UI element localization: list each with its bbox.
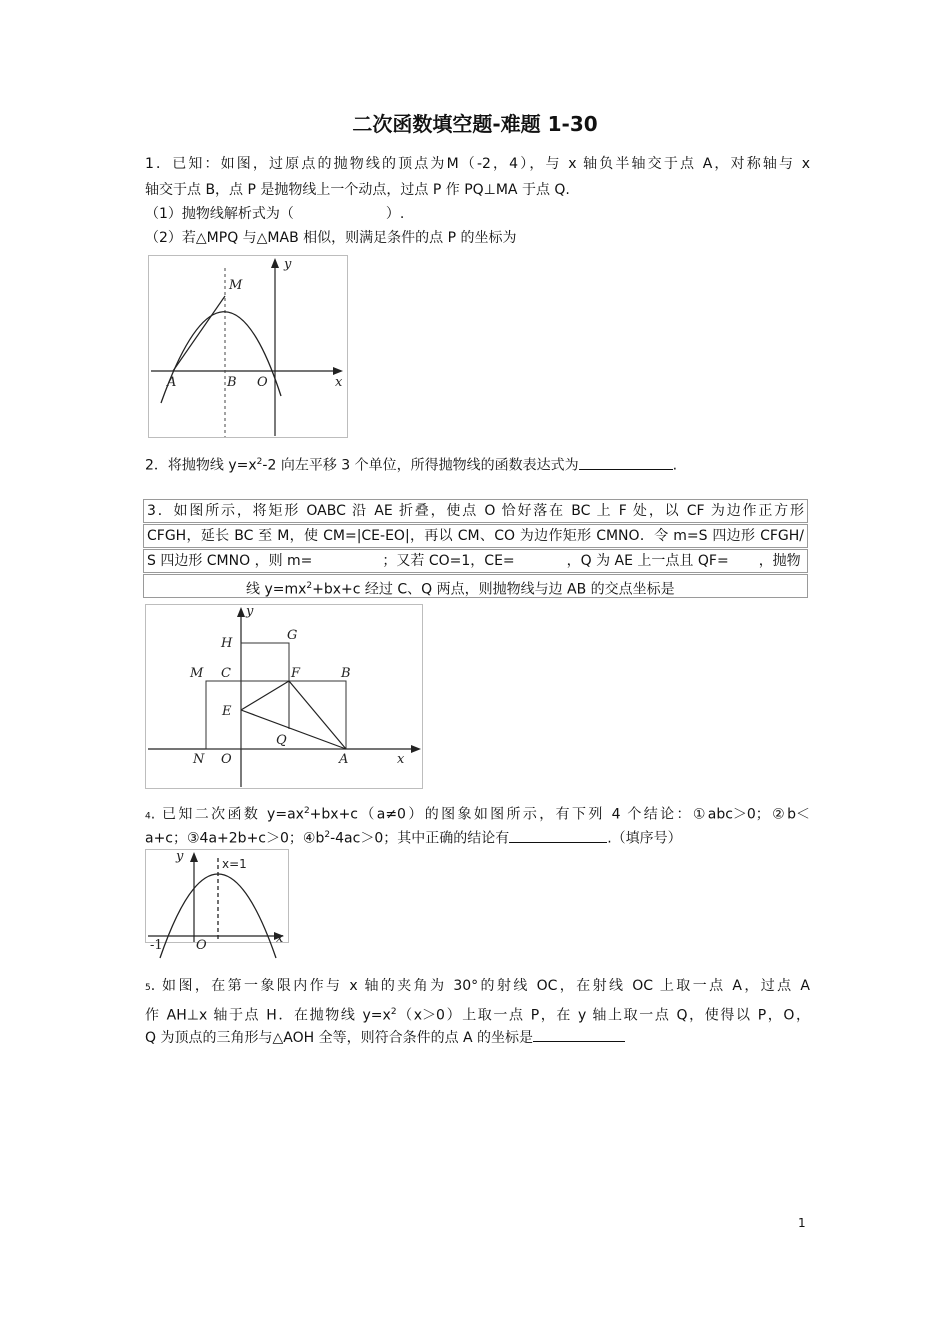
q1-part1 xyxy=(145,205,810,223)
q5-answer-blank xyxy=(533,1028,625,1042)
q4-line1-b: +bx+c（a≠0）的图象如图所示，有下列 4 个结论：①abc＞0；②b＜ xyxy=(309,806,810,823)
q4-line2-a: a+c；③4a+2b+c＞0；④b xyxy=(145,830,325,847)
q3-label-y: y xyxy=(246,604,254,619)
q5-line3 xyxy=(145,1028,810,1047)
q4-label-O: O xyxy=(196,938,207,953)
q3-rect-oabc xyxy=(241,681,346,749)
q3-row2: CFGH，延长 BC 至 M，使 CM=|CE-EO|，再以 CM、CO 为边作矩形 CMNO．令 m=S 四边形 CFGH/ xyxy=(143,524,808,548)
q1-label-B: B xyxy=(227,375,237,390)
q1-label-A: A xyxy=(167,375,177,390)
q1-line2: 轴交于点 B，点 P 是抛物线上一个动点，过点 P 作 PQ⊥MA 于点 Q. xyxy=(145,182,570,198)
q4-label-x: x xyxy=(276,931,284,946)
q3-row4-a: 线 y=mx xyxy=(246,581,307,598)
q2-answer-blank xyxy=(579,456,673,470)
q1-label-O: O xyxy=(257,375,268,390)
q3-row3-c: ，Q 为 AE 上一点且 QF= xyxy=(566,553,729,569)
q2-sup: 2 xyxy=(256,457,263,467)
q1-label-x: x xyxy=(335,375,343,390)
q3-row4 xyxy=(143,574,808,598)
q5-line3-text: Q 为顶点的三角形与△AOH 全等，则符合条件的点 A 的坐标是 xyxy=(145,1030,534,1046)
q3-row3-d: ，抛物 xyxy=(758,553,801,569)
q5-line1-text: . 如图，在第一象限内作与 x 轴的夹角为 30°的射线 OC，在射线 OC 上取一点 A，过点 A xyxy=(150,978,810,994)
q4-num: 4 xyxy=(145,811,151,822)
q3-label-M: M xyxy=(190,666,204,681)
q3-y-arrow xyxy=(237,607,245,617)
q4-label-minus1: -1 xyxy=(150,938,163,953)
q3-row3-b: ；又若 CO=1，CE= xyxy=(382,553,515,569)
q4-label-x1: x=1 xyxy=(222,857,247,871)
q3-row3 xyxy=(143,549,808,573)
q1-part1-prefix: （1）抛物线解析式为（ xyxy=(145,206,294,222)
q3-label-E: E xyxy=(222,704,232,719)
q1-graph xyxy=(149,256,347,437)
q1-y-arrow xyxy=(271,258,279,268)
q4-line2 xyxy=(145,826,810,848)
q4-figure xyxy=(145,849,289,953)
q3-label-H: H xyxy=(221,636,233,651)
q1-x-arrow xyxy=(333,367,343,375)
q3-label-x: x xyxy=(397,752,405,767)
q4-y-arrow xyxy=(190,852,198,862)
q5-line2 xyxy=(145,1003,810,1025)
page-title: 二次函数填空题-难题 1-30 xyxy=(352,112,598,136)
q1-figure xyxy=(148,255,348,438)
q3-label-F: F xyxy=(291,666,301,681)
q4-line2-sup: 2 xyxy=(324,830,331,840)
q3-row1: 3．如图所示，将矩形 OABC 沿 AE 折叠，使点 O 恰好落在 BC 上 F 处，以 CF 为边作正方形 xyxy=(143,499,808,523)
q5-line2-b: （x＞0）上取一点 P，在 y 轴上取一点 Q，使得以 P，O， xyxy=(396,1007,810,1024)
q3-square-cfgh xyxy=(241,643,289,681)
q3-label-C: C xyxy=(221,666,231,681)
q4-answer-blank xyxy=(509,829,607,843)
q3-row3-a: S 四边形 CMNO ，则 m= xyxy=(147,553,313,569)
q3-label-A: A xyxy=(339,752,349,767)
q2-suffix: . xyxy=(672,457,678,474)
q3-label-Q: Q xyxy=(276,733,287,748)
q5-line1 xyxy=(145,977,810,997)
q1-part1-suffix: ）. xyxy=(385,206,405,222)
q5-line2-a: 作 AH⊥x 轴于点 H．在抛物线 y=x xyxy=(145,1007,391,1024)
q1-part2: （2）若△MPQ 与△MAB 相似，则满足条件的点 P 的坐标为 xyxy=(145,230,517,246)
q3-row4-sup: 2 xyxy=(306,581,313,591)
q3-label-B: B xyxy=(341,666,351,681)
q1-line1: 1．已知：如图，过原点的抛物线的顶点为M（-2，4），与 x 轴负半轴交于点 A，对称轴与 x xyxy=(145,156,810,172)
q3-label-N: N xyxy=(193,752,205,767)
q2-prefix: 2．将抛物线 y=x xyxy=(145,457,257,474)
q4-line1 xyxy=(145,802,810,826)
q3-row4-b: +bx+c 经过 C、Q 两点，则抛物线与边 AB 的交点坐标是 xyxy=(312,581,675,598)
q3-label-O: O xyxy=(221,752,232,767)
q3-line-ef xyxy=(241,681,289,710)
q4-line1-sup: 2 xyxy=(303,806,310,816)
q1-label-M: M xyxy=(229,278,243,293)
q5-line2-sup: 2 xyxy=(390,1007,397,1017)
q3-x-arrow xyxy=(411,745,421,753)
q2-mid: -2 向左平移 3 个单位，所得抛物线的函数表达式为 xyxy=(262,457,579,474)
q4-label-y: y xyxy=(176,849,184,864)
page-number: 1 xyxy=(798,1216,806,1230)
q3-graph xyxy=(146,605,422,788)
q3-figure xyxy=(145,604,423,789)
q1-label-y: y xyxy=(284,257,292,272)
q3-label-G: G xyxy=(287,628,298,643)
q4-line2-c: .（填序号） xyxy=(607,830,682,847)
q4-line2-b: -4ac＞0；其中正确的结论有 xyxy=(330,830,510,847)
q5-num: 5 xyxy=(145,983,151,993)
q4-graph xyxy=(146,849,288,953)
q4-line1-a: . 已知二次函数 y=ax xyxy=(150,806,304,823)
q1-line-ma xyxy=(173,296,225,371)
q2-line xyxy=(145,453,810,475)
